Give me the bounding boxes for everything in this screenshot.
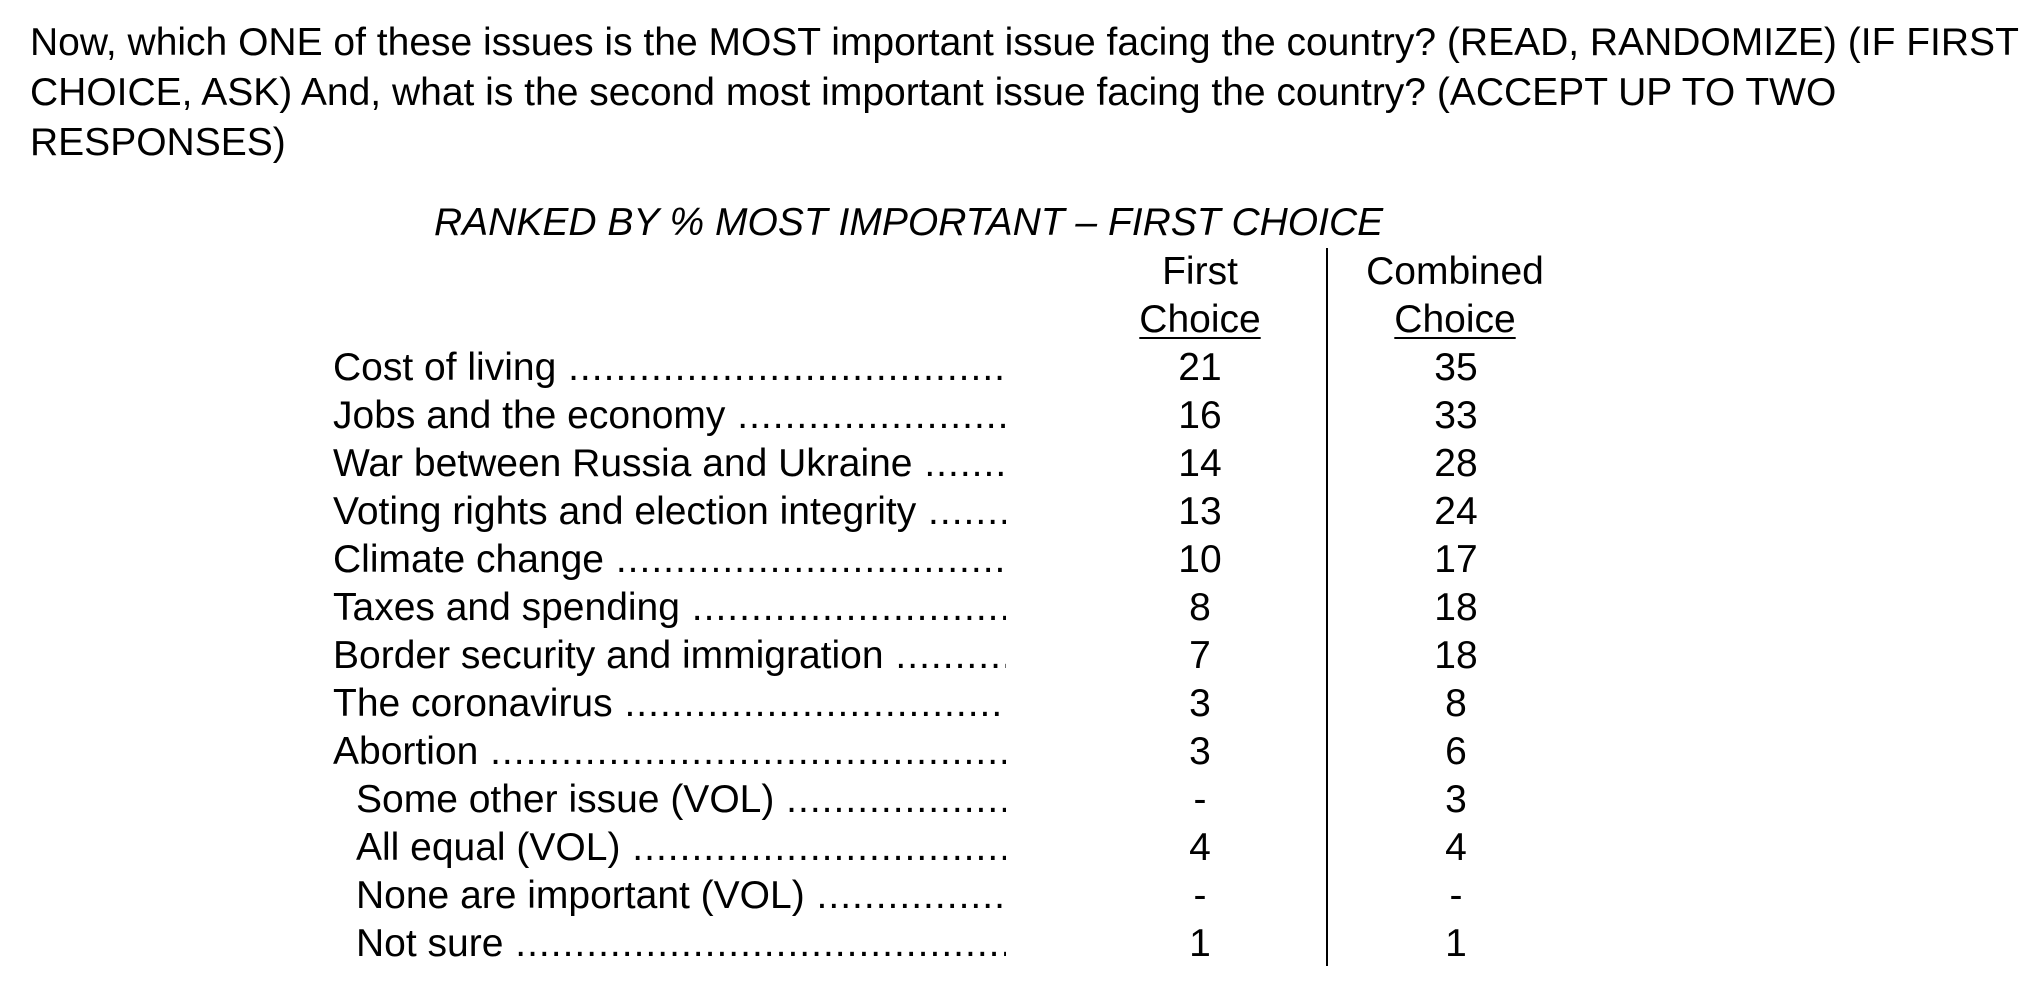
combined-choice-value: 6 xyxy=(1445,730,1467,773)
question-text: Now, which ONE of these issues is the MOST important issue facing the country? (READ, RANDOMIZE) (IF FIRST CHOICE, ASK) And, what is the second most important issue facing the country? (ACCEPT UP TO TWO RESPONSES) xyxy=(30,21,2019,164)
table-row xyxy=(0,776,2044,824)
combined-choice-value: 33 xyxy=(1434,394,1478,437)
combined-choice-value: 35 xyxy=(1434,346,1478,389)
table-row xyxy=(0,392,2044,440)
row-label: Some other issue (VOL) ..... xyxy=(356,776,1006,824)
row-label: Abortion ..... xyxy=(333,728,1006,776)
combined-choice-value: 3 xyxy=(1445,778,1467,821)
combined-choice-value: 4 xyxy=(1445,826,1467,869)
table-subtitle: RANKED BY % MOST IMPORTANT – FIRST CHOICE xyxy=(434,201,1384,244)
column-header-first-line2: Choice xyxy=(1139,298,1261,341)
first-choice-value: - xyxy=(1193,778,1207,821)
row-label: Taxes and spending ..... xyxy=(333,584,1006,632)
column-header-combined-choice xyxy=(1340,248,1570,344)
combined-choice-value: 17 xyxy=(1434,538,1478,581)
table-row xyxy=(0,680,2044,728)
row-label: All equal (VOL) ..... xyxy=(356,824,1006,872)
row-label: Not sure ..... xyxy=(356,920,1006,968)
row-label: Jobs and the economy ..... xyxy=(333,392,1006,440)
table-row xyxy=(0,728,2044,776)
first-choice-value: 14 xyxy=(1178,442,1222,485)
combined-choice-value: 24 xyxy=(1434,490,1478,533)
first-choice-value: 7 xyxy=(1189,634,1211,677)
table-row xyxy=(0,536,2044,584)
table-row xyxy=(0,920,2044,968)
column-header-combined-line2: Choice xyxy=(1394,298,1516,341)
first-choice-value: 4 xyxy=(1189,826,1211,869)
row-label: Climate change ..... xyxy=(333,536,1006,584)
table-row xyxy=(0,872,2044,920)
first-choice-value: 3 xyxy=(1189,730,1211,773)
first-choice-value: 21 xyxy=(1178,346,1222,389)
combined-choice-value: 18 xyxy=(1434,634,1478,677)
table-row xyxy=(0,488,2044,536)
table-row xyxy=(0,440,2044,488)
combined-choice-value: 8 xyxy=(1445,682,1467,725)
first-choice-value: 8 xyxy=(1189,586,1211,629)
table-row xyxy=(0,824,2044,872)
first-choice-value: 13 xyxy=(1178,490,1222,533)
combined-choice-value: 18 xyxy=(1434,586,1478,629)
column-header-first-choice xyxy=(1110,248,1290,344)
table-row xyxy=(0,344,2044,392)
combined-choice-value: - xyxy=(1449,874,1463,917)
column-header-first-line1: First xyxy=(1162,250,1238,293)
table-row xyxy=(0,584,2044,632)
combined-choice-value: 28 xyxy=(1434,442,1478,485)
row-label: Border security and immigration ..... xyxy=(333,632,1006,680)
first-choice-value: - xyxy=(1193,874,1207,917)
first-choice-value: 16 xyxy=(1178,394,1222,437)
first-choice-value: 10 xyxy=(1178,538,1222,581)
row-label: War between Russia and Ukraine ..... xyxy=(333,440,1006,488)
results-table xyxy=(0,344,2044,968)
combined-choice-value: 1 xyxy=(1445,922,1467,965)
row-label: Voting rights and election integrity ..... xyxy=(333,488,1006,536)
column-header-combined-line1: Combined xyxy=(1366,250,1544,293)
table-row xyxy=(0,632,2044,680)
first-choice-value: 1 xyxy=(1189,922,1211,965)
first-choice-value: 3 xyxy=(1189,682,1211,725)
row-label: None are important (VOL) ..... xyxy=(356,872,1006,920)
row-label: The coronavirus ..... xyxy=(333,680,1006,728)
row-label: Cost of living ..... xyxy=(333,344,1006,392)
